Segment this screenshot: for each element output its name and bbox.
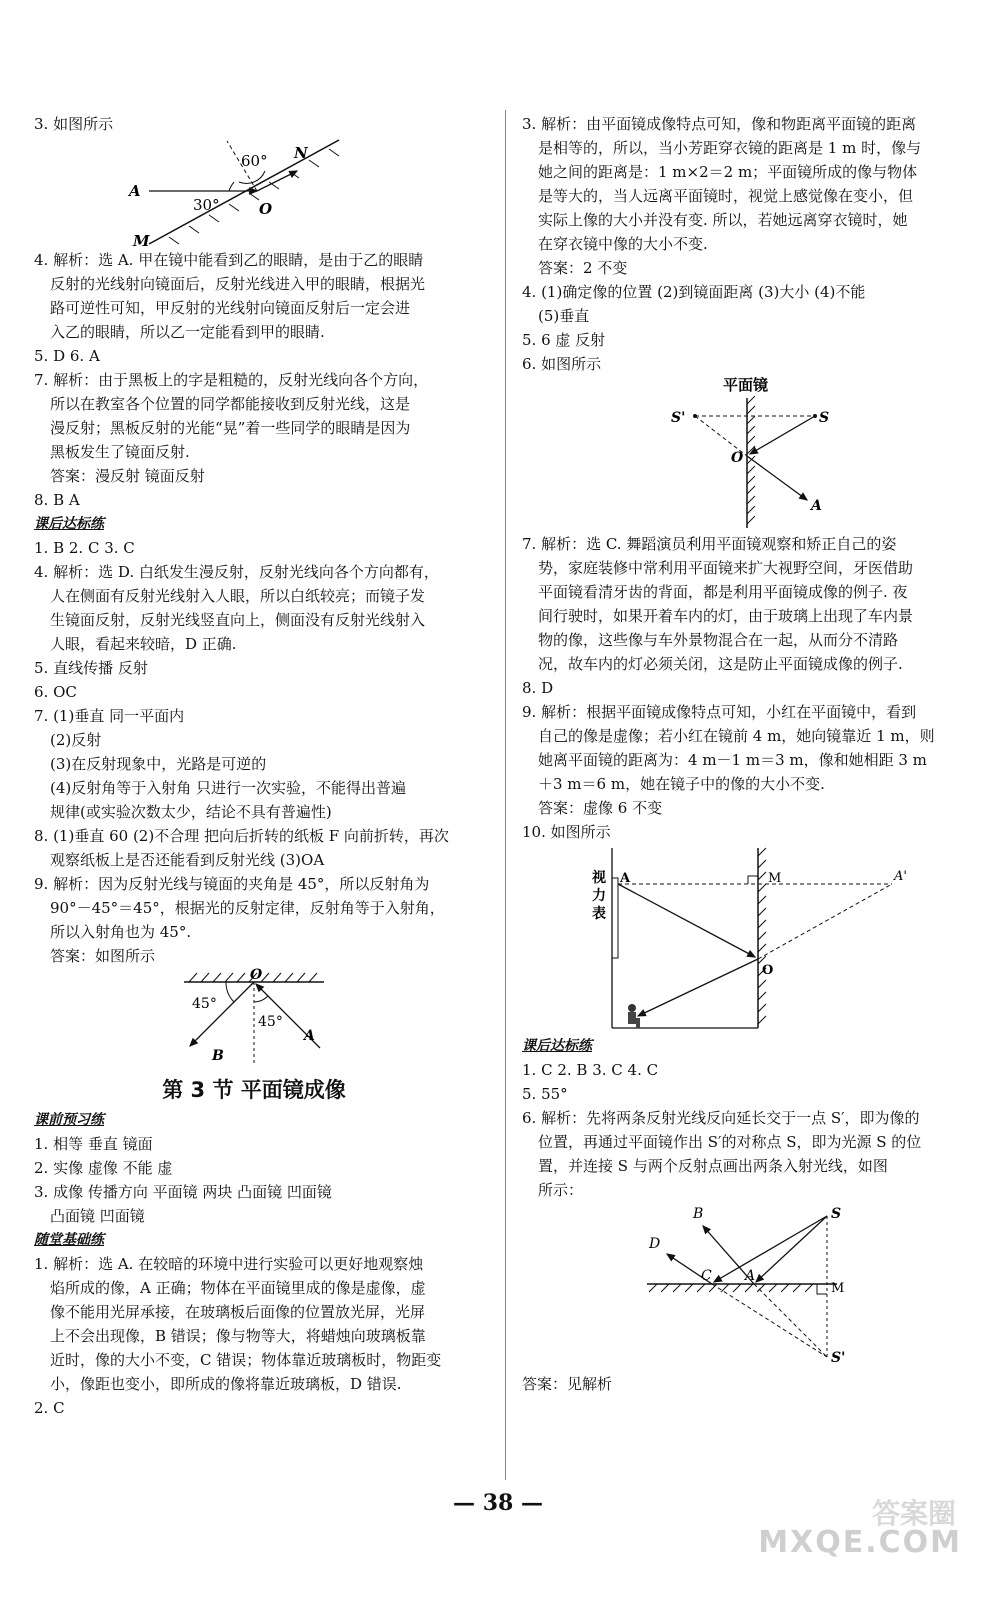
q8b-block: 8. (1)垂直 60 (2)不合理 把向后折转的纸板 F 向前折转，再次 观察纸板上是否还能看到反射光线 (3)OA bbox=[34, 827, 449, 869]
label-a4: A bbox=[620, 871, 631, 886]
q4b-block: 4. 解析：选 D. 白纸发生漫反射，反射光线向各个方向都有， 人在侧面有反射光线射入人眼，所以白纸较亮；而镜子发 生镜面反射，反射光线竖直向上，侧面没有反射光线射入 人眼，看起来较暗，D 正确. bbox=[34, 563, 439, 653]
r5: 5. 6 虚 反射 bbox=[522, 331, 606, 349]
q4-block: 4. 解析：选 A. 甲在镜中能看到乙的眼睛，是由于乙的眼睛 反射的光线射向镜面后，反射光线进入甲的眼睛，根据光 路可逆性可知，甲反射的光线射向镜面反射后一定会进 入乙的眼睛，所以乙一定能看到甲的眼睛. bbox=[34, 251, 426, 341]
label-a5: A bbox=[745, 1268, 756, 1284]
r6: 6. 如图所示 bbox=[522, 355, 602, 373]
p2: 2. 实像 虚像 不能 虚 bbox=[34, 1159, 173, 1177]
chart-char-3: 表 bbox=[592, 906, 606, 922]
figure-reflection-45 bbox=[154, 968, 354, 1070]
label-s5: S bbox=[831, 1206, 842, 1222]
q5-6: 5. D 6. A bbox=[34, 347, 100, 365]
label-s5-image: S' bbox=[831, 1350, 846, 1366]
r9-block: 9. 解析：根据平面镜成像特点可知，小红在平面镜中，看到 自己的像是虚像；若小红在镜前 4 m，她向镜靠近 1 m，则 她离平面镜的距离为：4 m－1 m＝3 m，像和她相距 3 m ＋3 m＝6 m，她在镜子中的像的大小不变. 答案：虚像 6 不变 bbox=[522, 700, 972, 820]
r3-block: 3. 解析：由平面镜成像特点可知，像和物距离平面镜的距离 是相等的，所以，当小芳距穿衣镜的距离是 1 m 时，像与 她之间的距离是：1 m×2＝2 m；平面镜所成的像与物体 是等大的，当人远离平面镜时，视觉上感觉像在变小，但 实际上像的大小并没有变. 所以，若她远离穿衣镜时，她 在穿衣镜中像的大小不变. 答案：2 不变 bbox=[522, 112, 972, 280]
watermark-url: MXQE.COM bbox=[758, 1525, 962, 1560]
q6b: 6. OC bbox=[34, 683, 77, 701]
column-divider bbox=[505, 110, 506, 1480]
q7-block: 7. 解析：由于黑板上的字是粗糙的，反射光线向各个方向， 所以在教室各个位置的同学都能接收到反射光线，这是 漫反射；黑板反射的光能“晃”着一些同学的眼睛是因为 黑板发生了镜面反射. 答案：漫反射 镜面反射 bbox=[34, 368, 474, 488]
label-a: A bbox=[129, 182, 141, 200]
s6-answer: 答案：见解析 bbox=[522, 1375, 613, 1393]
figure-plane-mirror bbox=[647, 376, 847, 532]
s6-block: 6. 解析：先将两条反射光线反向延长交于一点 S′，即为像的 位置，再通过平面镜作出 S′的对称点 S，即为光源 S 的位 置，并连接 S 与两个反射点画出两条入射光线，如图 所示： bbox=[522, 1109, 922, 1199]
c1-block: 1. 解析：选 A. 在较暗的环境中进行实验可以更好地观察烛 焰所成的像，A 正确；物体在平面镜里成的像是虚像，虚 像不能用光屏承接，在玻璃板后面像的位置放光屏，光屏 上不会出现像，B 错误；像与物等大，将蜡烛向玻璃板靠 近时，像的大小不变，C 错误；物体靠近玻璃板时，物距变 小，像距也变小，即所成的像将靠近玻璃板，D 错误. bbox=[34, 1255, 442, 1393]
label-45-right: 45° bbox=[258, 1014, 283, 1030]
q9-answer: 答案：如图所示 bbox=[50, 947, 156, 965]
label-n: N bbox=[294, 144, 308, 162]
c2: 2. C bbox=[34, 1399, 65, 1417]
r3-answer: 答案：2 不变 bbox=[538, 259, 628, 277]
label-o3: O bbox=[731, 450, 744, 466]
label-m5: M bbox=[831, 1281, 845, 1296]
r10: 10. 如图所示 bbox=[522, 823, 611, 841]
r4-line1: 4. (1)确定像的位置 (2)到镜面距离 (3)大小 (4)不能 bbox=[522, 283, 866, 301]
label-d5: D bbox=[649, 1236, 661, 1252]
q9b-block: 9. 解析：因为反射光线与镜面的夹角是 45°，所以反射角为 90°－45°＝45°，根据光的反射定律，反射角等于入射角， 所以入射角也为 45°. 答案：如图所示 bbox=[34, 872, 474, 968]
label-a3: A bbox=[811, 498, 822, 514]
label-c5: C bbox=[701, 1268, 712, 1284]
right-column bbox=[522, 112, 972, 1396]
label-o4: O bbox=[762, 963, 774, 978]
r7-block: 7. 解析：选 C. 舞蹈演员利用平面镜观察和矫正自己的姿 势，家庭装修中常利用平面镜来扩大视野空间，牙医借助 平面镜看清牙齿的背面，都是利用平面镜成像的例子. 夜 间行驶时，如果开着车内的灯，由于玻璃上出现了车内景 物的像，这些像与车外景物混合在一起，从而分不清路 况，故车内的灯必须关闭，这是防止平面镜成像的例子. bbox=[522, 535, 914, 673]
section-after-class: 课后达标练 bbox=[34, 516, 104, 532]
answers-1-3: 1. B 2. C 3. C bbox=[34, 539, 135, 557]
section-in-class: 随堂基础练 bbox=[34, 1232, 104, 1248]
label-m4: M bbox=[768, 871, 782, 886]
label-b5: B bbox=[693, 1206, 704, 1222]
chart-char-2: 力 bbox=[592, 888, 606, 904]
left-column bbox=[34, 112, 474, 1420]
section-pre-class: 课前预习练 bbox=[34, 1112, 104, 1128]
p1: 1. 相等 垂直 镜面 bbox=[34, 1135, 153, 1153]
label-s-image: S' bbox=[671, 410, 686, 426]
label-b2: B bbox=[212, 1048, 224, 1064]
s1: 1. C 2. B 3. C 4. C bbox=[522, 1061, 659, 1079]
r8: 8. D bbox=[522, 679, 554, 697]
figure-reflection-60 bbox=[89, 136, 419, 248]
label-30: 30° bbox=[193, 196, 220, 214]
p3-line1: 3. 成像 传播方向 平面镜 两块 凸面镜 凹面镜 bbox=[34, 1183, 332, 1201]
r4-line2: (5)垂直 bbox=[538, 307, 590, 325]
q7b-block: 7. (1)垂直 同一平面内 (2)反射 (3)在反射现象中，光路是可逆的 (4)反射角等于入射角 只进行一次实验，不能得出普遍 规律(或实验次数太少，结论不具有普遍性) bbox=[34, 707, 407, 821]
section-after-class-2: 课后达标练 bbox=[522, 1038, 592, 1054]
section-title: 第 3 节 平面镜成像 bbox=[162, 1078, 346, 1102]
q7-answer: 答案：漫反射 镜面反射 bbox=[50, 467, 205, 485]
label-a2: A bbox=[304, 1028, 315, 1044]
r9-answer: 答案：虚像 6 不变 bbox=[538, 799, 663, 817]
label-s: S bbox=[819, 410, 830, 426]
watermark-logo: 答案圈 bbox=[871, 1497, 956, 1530]
figure-eye-chart bbox=[572, 844, 922, 1034]
s5: 5. 55° bbox=[522, 1085, 568, 1103]
q8: 8. B A bbox=[34, 491, 80, 509]
page-number: — 38 — bbox=[453, 1490, 543, 1516]
figure-two-rays bbox=[637, 1202, 857, 1372]
label-m: M bbox=[133, 232, 150, 248]
p3-line2: 凸面镜 凹面镜 bbox=[50, 1207, 145, 1225]
label-60: 60° bbox=[241, 152, 268, 170]
label-o: O bbox=[259, 200, 273, 218]
mirror-title: 平面镜 bbox=[723, 376, 769, 394]
label-45-left: 45° bbox=[192, 996, 217, 1012]
label-a-image: A' bbox=[894, 869, 907, 884]
chart-char-1: 视 bbox=[592, 870, 606, 886]
label-o2: O bbox=[250, 968, 263, 983]
q5b: 5. 直线传播 反射 bbox=[34, 659, 148, 677]
q3-text: 3. 如图所示 bbox=[34, 115, 114, 133]
